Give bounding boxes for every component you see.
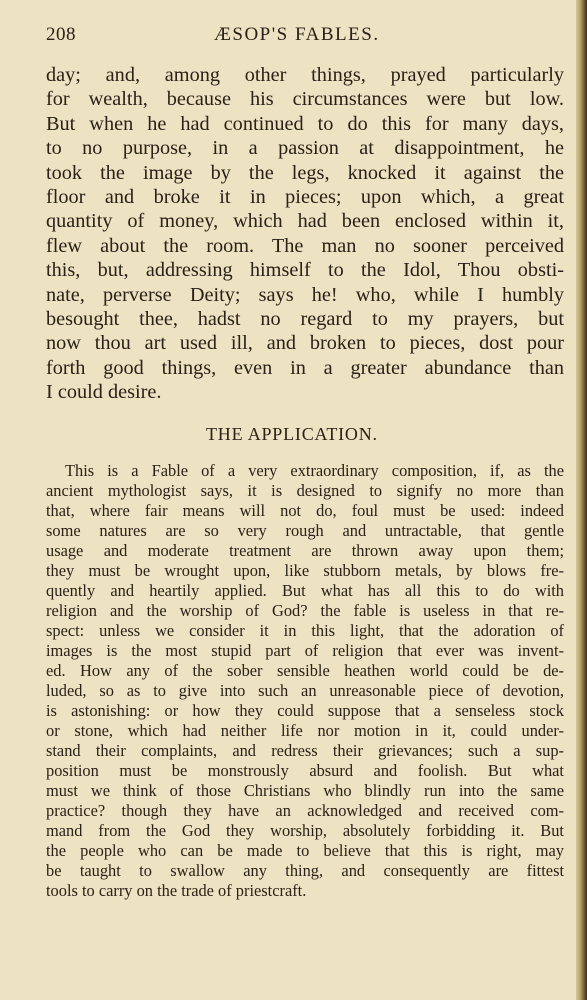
text-line: spect: unless we consider it in this light, that the adoration of bbox=[46, 621, 564, 640]
text-line: this, but, addressing himself to the Idol, Thou obsti- bbox=[46, 259, 564, 282]
text-line: some natures are so very rough and untractable, that gentle bbox=[46, 521, 564, 540]
text-line: luded, so as to give into such an unreasonable piece of devotion, bbox=[46, 681, 564, 700]
text-line: besought thee, hadst no regard to my prayers, but bbox=[46, 307, 564, 330]
section-heading: THE APPLICATION. bbox=[206, 424, 378, 444]
text-line: that, where fair means will not do, foul must be used: indeed bbox=[46, 501, 564, 520]
text-line: is astonishing: or how they could suppose that a senseless stock bbox=[46, 701, 564, 720]
page-edge bbox=[576, 0, 587, 1000]
text-line: practice? though they have an acknowledged and received com- bbox=[46, 801, 564, 820]
text-line: or stone, which had neither life nor motion in it, could under- bbox=[46, 721, 564, 740]
text-line: stand their complaints, and redress their grievances; such a sup- bbox=[46, 741, 564, 760]
text-line: religion and the worship of God? the fable is useless in that re- bbox=[46, 601, 564, 620]
fable-text bbox=[46, 63, 564, 404]
text-line: images is the most stupid part of religion that ever was invent- bbox=[46, 641, 564, 660]
text-line: to no purpose, in a passion at disappointment, he bbox=[46, 137, 564, 160]
text-line: quantity of money, which had been enclosed within it, bbox=[46, 210, 564, 233]
text-line: nate, perverse Deity; says he! who, while I humbly bbox=[46, 283, 564, 306]
text-line: they must be wrought upon, like stubborn metals, by blows fre- bbox=[46, 561, 564, 580]
text-line: quently and heartily applied. But what has all this to do with bbox=[46, 581, 564, 600]
text-line: tools to carry on the trade of priestcraft. bbox=[46, 881, 307, 900]
text-line: forth good things, even in a greater abundance than bbox=[46, 356, 564, 379]
text-line: position must be monstrously absurd and foolish. But what bbox=[46, 761, 564, 780]
text-line: for wealth, because his circumstances were but low. bbox=[46, 88, 564, 111]
page-number: 208 bbox=[46, 24, 76, 45]
text-line: flew about the room. The man no sooner perceived bbox=[46, 234, 564, 257]
text-line: usage and moderate treatment are thrown away upon them; bbox=[46, 541, 564, 560]
running-header bbox=[46, 24, 566, 50]
text-line: This is a Fable of a very extraordinary composition, if, as the bbox=[65, 461, 564, 480]
text-line: But when he had continued to do this for many days, bbox=[46, 112, 564, 135]
text-line: now thou art used ill, and broken to pieces, dost pour bbox=[46, 332, 564, 355]
text-line: ed. How any of the sober sensible heathen world could be de- bbox=[46, 661, 564, 680]
text-line: mand from the God they worship, absolutely forbidding it. But bbox=[46, 821, 564, 840]
text-line: must we think of those Christians who blindly run into the same bbox=[46, 781, 564, 800]
text-line: be taught to swallow any thing, and consequently are fittest bbox=[46, 861, 564, 880]
text-line: the people who can be made to believe that this is right, may bbox=[46, 841, 564, 860]
text-line: ancient mythologist says, it is designed to signify no more than bbox=[46, 481, 564, 500]
text-line: day; and, among other things, prayed particularly bbox=[46, 64, 564, 86]
running-title: ÆSOP'S FABLES. bbox=[214, 24, 380, 45]
text-line: floor and broke it in pieces; upon which, a great bbox=[46, 185, 564, 208]
application-text bbox=[46, 461, 564, 901]
text-line: took the image by the legs, knocked it against the bbox=[46, 161, 564, 184]
text-line: I could desire. bbox=[46, 381, 162, 404]
